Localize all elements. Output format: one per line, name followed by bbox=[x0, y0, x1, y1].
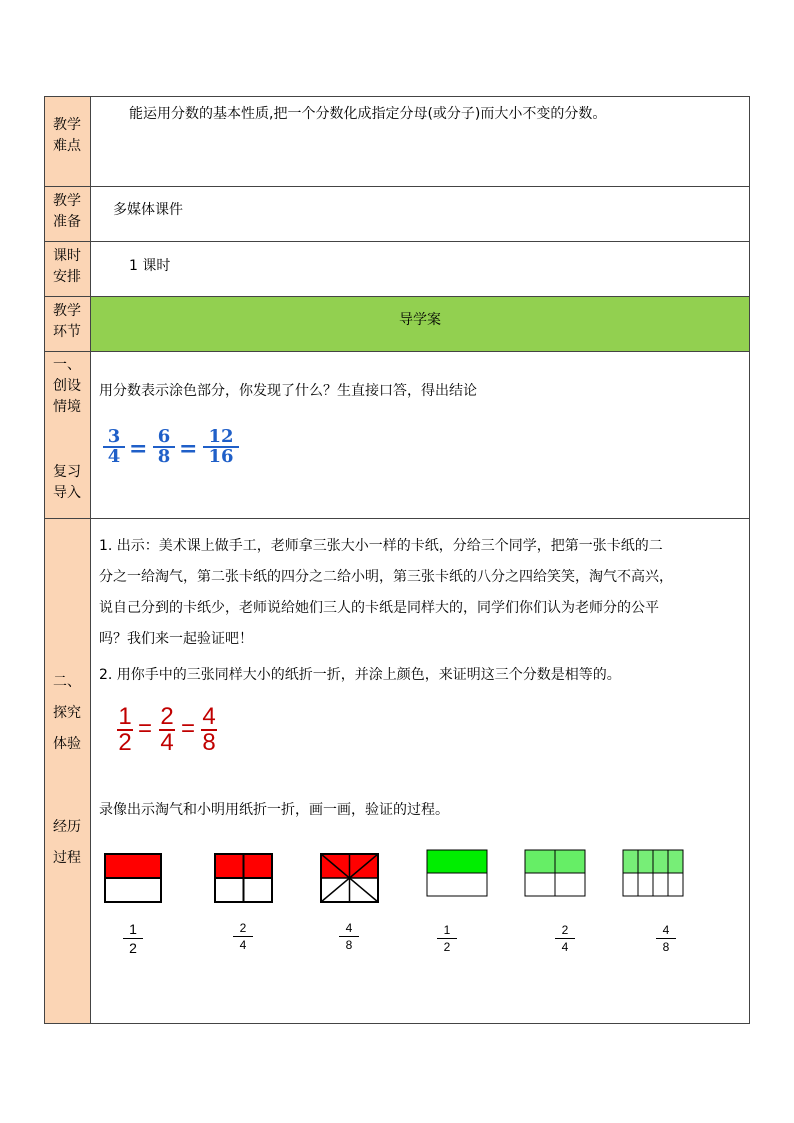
figure-red-quarters bbox=[215, 854, 272, 902]
caption-fraction-6 bbox=[656, 923, 676, 954]
section1-label-line4: 复习 bbox=[53, 464, 81, 480]
section2-paragraph-1 bbox=[99, 531, 673, 655]
red-equals-2: = bbox=[181, 715, 196, 742]
red-fraction-3-den: 8 bbox=[202, 729, 216, 756]
caption-fraction-1-num: 1 bbox=[129, 921, 137, 937]
preparation-label-line1: 教学 bbox=[53, 193, 81, 209]
section2-video-text: 录像出示淘气和小明用纸折一折，画一画，验证的过程。 bbox=[99, 802, 449, 818]
preparation-label-cell bbox=[45, 187, 91, 242]
figure-green-eighths bbox=[623, 850, 683, 896]
section2-label-line2: 探究 bbox=[53, 705, 81, 721]
blue-equals-1: = bbox=[129, 436, 148, 462]
blue-fraction-3-den: 16 bbox=[208, 446, 234, 467]
section2-paragraph-1-line2: 分之一给淘气，第二张卡纸的四分之二给小明，第三张卡纸的八分之四给笑笑，淘气不高兴， bbox=[99, 569, 673, 585]
stage-label-line2: 环节 bbox=[53, 324, 81, 340]
figure-red-half bbox=[105, 854, 161, 902]
blue-fraction-2-num: 6 bbox=[157, 426, 171, 447]
blue-fraction-2 bbox=[153, 428, 175, 466]
figure-green-half bbox=[427, 850, 487, 896]
caption-fraction-4 bbox=[437, 923, 457, 954]
caption-fraction-2-bar bbox=[233, 936, 253, 937]
section1-row bbox=[45, 352, 750, 519]
difficulty-row bbox=[45, 97, 750, 187]
blue-equals-2: = bbox=[179, 436, 198, 462]
section1-content-cell bbox=[91, 352, 750, 519]
caption-fraction-2 bbox=[233, 921, 253, 952]
caption-fraction-2-num: 2 bbox=[239, 921, 247, 935]
section2-paragraph-2: 2. 用你手中的三张同样大小的纸折一折，并涂上颜色，来证明这三个分数是相等的。 bbox=[99, 667, 621, 683]
caption-fraction-6-den: 8 bbox=[662, 940, 670, 954]
red-fraction-3-num: 4 bbox=[202, 703, 216, 730]
schedule-label-cell bbox=[45, 242, 91, 297]
preparation-text: 多媒体课件 bbox=[113, 202, 183, 218]
caption-fraction-1 bbox=[123, 921, 143, 956]
difficulty-label-line1: 教学 bbox=[53, 117, 81, 133]
caption-fraction-3-num: 4 bbox=[345, 921, 353, 935]
caption-fraction-5 bbox=[555, 923, 575, 954]
red-fraction-1-den: 2 bbox=[118, 729, 132, 756]
red-fraction-1-num: 1 bbox=[118, 703, 132, 730]
stage-label-cell bbox=[45, 297, 91, 352]
blue-fraction-2-den: 8 bbox=[157, 446, 171, 467]
caption-fraction-3-bar bbox=[339, 936, 359, 937]
caption-fraction-1-den: 2 bbox=[129, 940, 137, 956]
caption-fraction-4-bar bbox=[437, 938, 457, 939]
stage-text: 导学案 bbox=[399, 312, 441, 328]
caption-fraction-3 bbox=[339, 921, 359, 952]
fraction-figures bbox=[91, 834, 751, 914]
section2-label-cell bbox=[45, 519, 91, 1024]
preparation-label-line2: 准备 bbox=[53, 214, 81, 230]
caption-fraction-5-bar bbox=[555, 938, 575, 939]
caption-fraction-3-den: 8 bbox=[345, 938, 353, 952]
section2-row bbox=[45, 519, 750, 1024]
red-fraction-2-den: 4 bbox=[160, 729, 174, 756]
preparation-row bbox=[45, 187, 750, 242]
section2-paragraph-1-line4: 吗？我们来一起验证吧！ bbox=[99, 631, 253, 647]
caption-fraction-6-num: 4 bbox=[662, 923, 670, 937]
section1-label-line2: 创设 bbox=[53, 378, 81, 394]
red-fraction-1 bbox=[117, 705, 133, 755]
difficulty-text: 能运用分数的基本性质,把一个分数化成指定分母(或分子)而大小不变的分数。 bbox=[129, 106, 607, 122]
caption-fraction-5-num: 2 bbox=[561, 923, 569, 937]
section1-intro-text: 用分数表示涂色部分，你发现了什么？生直接口答，得出结论 bbox=[99, 383, 477, 399]
section2-paragraph-1-line3: 说自己分到的卡纸少，老师说给她们三人的卡纸是同样大的，同学们你们认为老师分的公平 bbox=[99, 600, 659, 616]
figure-green-half-shaded bbox=[427, 850, 487, 873]
schedule-row bbox=[45, 242, 750, 297]
difficulty-label-line2: 难点 bbox=[53, 138, 81, 154]
schedule-content-cell bbox=[91, 242, 750, 297]
figure-red-half-shaded bbox=[105, 854, 161, 878]
red-fraction-2 bbox=[159, 705, 175, 755]
section2-label-line1: 二、 bbox=[53, 674, 81, 690]
section2-label-line3: 体验 bbox=[53, 736, 81, 752]
section2-label-line4: 经历 bbox=[53, 819, 81, 835]
caption-fraction-4-num: 1 bbox=[443, 923, 451, 937]
section2-paragraph-1-line1: 1. 出示：美术课上做手工，老师拿三张大小一样的卡纸，分给三个同学，把第一张卡纸的二 bbox=[99, 538, 663, 554]
stage-label-line1: 教学 bbox=[53, 303, 81, 319]
schedule-label-line1: 课时 bbox=[53, 248, 81, 264]
blue-fraction-1 bbox=[103, 428, 125, 466]
caption-fraction-2-den: 4 bbox=[239, 938, 247, 952]
figure-green-quarters bbox=[525, 850, 585, 896]
caption-fraction-1-bar bbox=[123, 938, 143, 939]
section2-content-cell bbox=[91, 519, 750, 1024]
section1-label-line1: 一、 bbox=[53, 357, 81, 373]
preparation-content-cell bbox=[91, 187, 750, 242]
lesson-plan-table bbox=[44, 96, 750, 1024]
red-equals-1: = bbox=[138, 715, 153, 742]
section1-label-line3: 情境 bbox=[53, 399, 81, 415]
caption-fraction-5-den: 4 bbox=[561, 940, 569, 954]
stage-row bbox=[45, 297, 750, 352]
blue-fraction-1-den: 4 bbox=[107, 446, 121, 467]
red-fraction-2-num: 2 bbox=[160, 703, 174, 730]
section1-label-cell bbox=[45, 352, 91, 519]
blue-fraction-3-num: 12 bbox=[208, 426, 234, 447]
schedule-text: 1 课时 bbox=[129, 258, 171, 274]
caption-fraction-4-den: 2 bbox=[443, 940, 451, 954]
figure-red-eighths bbox=[321, 854, 378, 902]
section2-label-line5: 过程 bbox=[53, 850, 81, 866]
stage-content-cell bbox=[91, 297, 750, 352]
blue-fraction-1-num: 3 bbox=[107, 426, 121, 447]
section1-label-line5: 导入 bbox=[53, 485, 81, 501]
blue-fraction-3 bbox=[203, 428, 239, 466]
red-fraction-3 bbox=[201, 705, 217, 755]
schedule-label-line2: 安排 bbox=[53, 269, 81, 285]
difficulty-label-cell bbox=[45, 97, 91, 187]
difficulty-content-cell bbox=[91, 97, 750, 187]
caption-fraction-6-bar bbox=[656, 938, 676, 939]
